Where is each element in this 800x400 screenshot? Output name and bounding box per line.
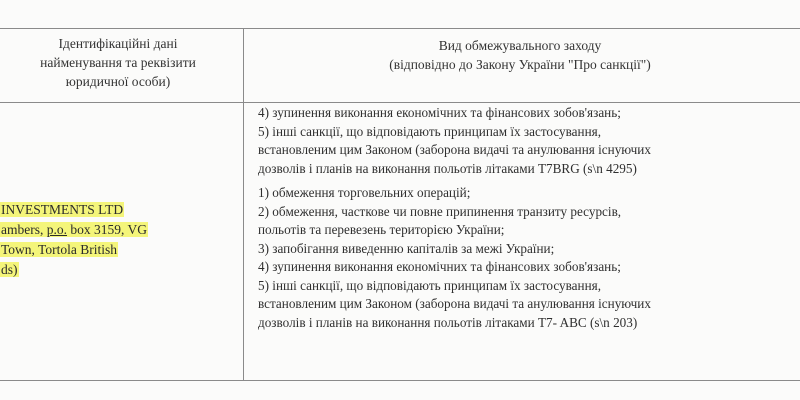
entity-line-2-post: box 3159, VG [66, 222, 147, 237]
header-left-line-3: юридичної особи) [65, 74, 171, 89]
measure-item [258, 277, 798, 333]
entity-po-abbrev: p.o. [46, 222, 67, 237]
measure-line: встановленим цим Законом (заборона видачі та анулювання існуючих [258, 296, 651, 311]
header-entity-identification [0, 34, 236, 91]
entity-name-highlight: INVESTMENTS LTD [1, 202, 124, 217]
measure-line: дозволів і планів на виконання польотів літаками T7BRG (s\n 4295) [258, 160, 637, 176]
measure-item [258, 104, 798, 123]
measure-line: 1) обмеження торговельних операцій; [258, 185, 471, 200]
measure-line: 5) інші санкції, що відповідають принципам їх застосування, [258, 277, 602, 293]
header-right-line-1: Вид обмежувального заходу [438, 38, 602, 53]
measure-line: 5) інші санкції, що відповідають принципам їх застосування, [258, 123, 602, 139]
entity-line-3 [0, 240, 236, 260]
measure-item [258, 123, 798, 179]
header-bottom-rule [0, 102, 800, 103]
header-left-line-2: найменування та реквізити [40, 55, 196, 70]
sanctions-measures-list [258, 104, 798, 332]
entity-address-highlight-2: Town, Tortola British [1, 242, 117, 257]
measure-line: 2) обмеження, часткове чи повне припинення транзиту ресурсів, [258, 203, 622, 219]
measure-item [258, 258, 798, 277]
header-measure-type [260, 36, 780, 74]
measure-item [258, 203, 798, 240]
column-divider [243, 28, 244, 381]
measure-line: 4) зупинення виконання економічних та фінансових зобов'язань; [258, 105, 621, 120]
measure-line: встановленим цим Законом (заборона видачі та анулювання існуючих [258, 142, 651, 157]
measure-item [258, 184, 798, 203]
header-right-line-2: (відповідно до Закону України "Про санкції") [389, 57, 651, 72]
measure-line: дозволів і планів на виконання польотів літаками T7- ABC (s\n 203) [258, 314, 638, 330]
header-left-line-1: Ідентифікаційні дані [58, 36, 178, 51]
entity-address-highlight-1 [0, 222, 148, 237]
entity-details-cell [0, 200, 236, 280]
measure-line: 3) запобігання виведенню капіталів за межі України; [258, 240, 555, 256]
entity-address-highlight-3: ds) [1, 262, 18, 277]
entity-line-2-pre: ambers, [1, 222, 47, 237]
measure-item [258, 240, 798, 259]
entity-line-4 [0, 260, 236, 280]
entity-line-1 [0, 200, 236, 220]
measure-line: 4) зупинення виконання економічних та фінансових зобов'язань; [258, 259, 621, 274]
table-bottom-rule [0, 380, 800, 381]
measure-line: польотів та перевезень територією України; [258, 222, 505, 237]
entity-line-2 [0, 220, 236, 240]
table-top-rule [0, 28, 800, 29]
